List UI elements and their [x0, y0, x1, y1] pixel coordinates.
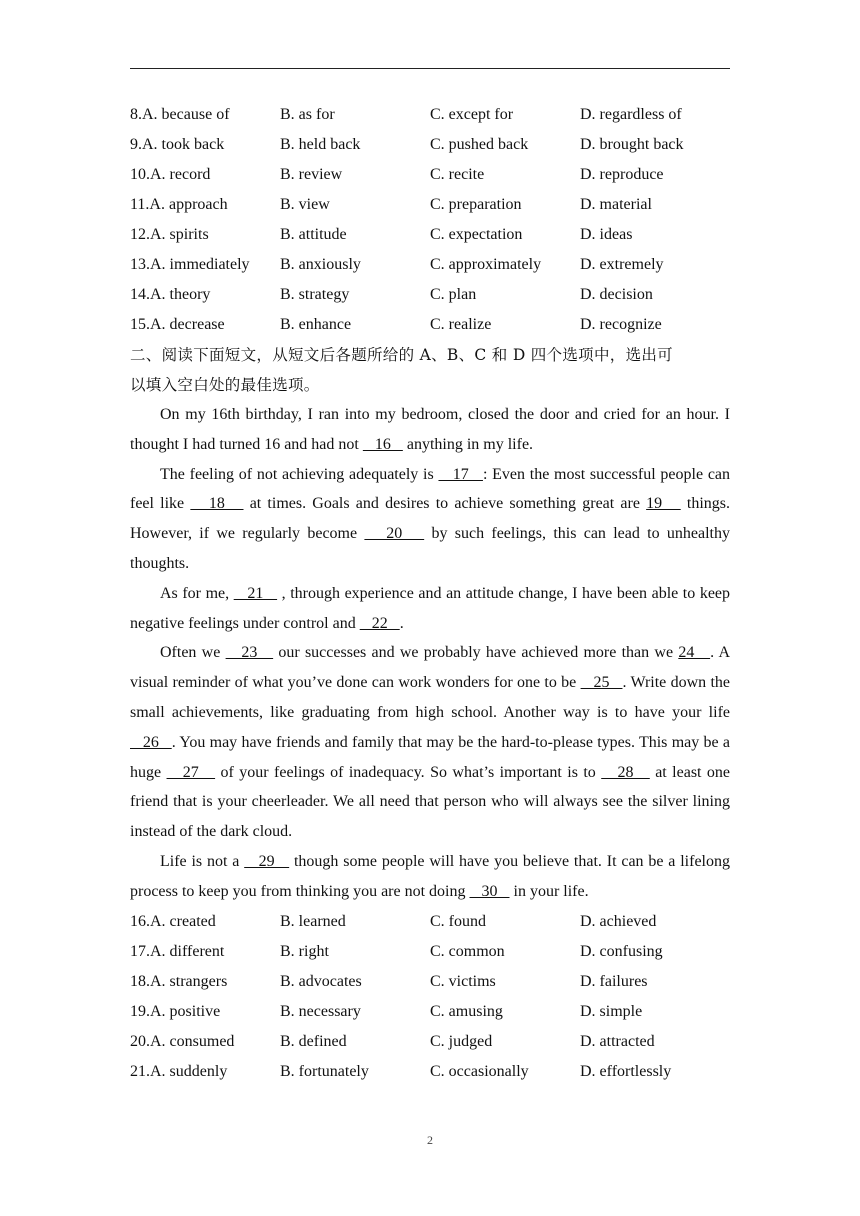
option-b: B. as for [280, 106, 335, 123]
blank-28: 28 [601, 763, 650, 781]
option-c: C. recite [430, 166, 485, 183]
passage-paragraph-1: On my 16th birthday, I ran into my bedroom, closed the door and cried for an hour. I thought I had turned 16 and had not 16 anything in my life. [130, 406, 730, 453]
option-d: D. confusing [580, 942, 663, 960]
question-row-17 [130, 937, 730, 967]
blank-26: 26 [130, 733, 172, 751]
blank-27: 27 [166, 763, 216, 781]
option-c: C. occasionally [430, 1062, 529, 1080]
option-c: C. found [430, 912, 486, 930]
option-c: C. common [430, 942, 505, 960]
option-a: 9.A. took back [130, 136, 225, 153]
option-b: B. anxiously [280, 256, 361, 273]
options-list-part1 [130, 100, 730, 340]
option-a: 16.A. created [130, 912, 216, 930]
option-c: C. judged [430, 1032, 493, 1050]
blank-20: 20 [364, 525, 425, 543]
option-c: C. amusing [430, 1002, 503, 1020]
question-row-19 [130, 997, 730, 1027]
question-row-14 [130, 280, 730, 310]
option-b: B. attitude [280, 226, 347, 243]
option-c: C. realize [430, 316, 492, 333]
option-c: C. pushed back [430, 136, 529, 153]
question-row-21 [130, 1057, 730, 1087]
option-d: D. simple [580, 1002, 643, 1020]
option-d: D. attracted [580, 1032, 655, 1050]
option-d: D. reproduce [580, 166, 664, 183]
page-content [130, 100, 730, 1087]
option-a: 21.A. suddenly [130, 1062, 228, 1080]
option-d: D. failures [580, 972, 648, 990]
blank-29: 29 [244, 852, 290, 870]
passage-paragraph-3: As for me, 21 , through experience and an attitude change, I have been able to keep negative feelings under control and 22 . [130, 584, 731, 632]
blank-30: 30 [469, 882, 510, 900]
question-row-8 [130, 100, 730, 130]
option-c: C. preparation [430, 196, 522, 213]
option-c: C. victims [430, 972, 496, 990]
blank-21: 21 [233, 584, 278, 602]
question-row-10 [130, 160, 730, 190]
option-a: 15.A. decrease [130, 316, 225, 333]
passage-paragraph-5: Life is not a 29 though some people will have you believe that. It can be a lifelong process to keep you from thinking you are not doing 30 in your life. [130, 852, 731, 900]
option-b: B. advocates [280, 972, 362, 990]
option-a: 13.A. immediately [130, 256, 250, 273]
option-d: D. ideas [580, 226, 633, 243]
option-b: B. view [280, 196, 330, 213]
option-d: D. recognize [580, 316, 662, 333]
option-a: 8.A. because of [130, 106, 230, 123]
option-b: B. review [280, 166, 343, 183]
section-title [130, 340, 730, 400]
blank-25: 25 [580, 674, 623, 692]
question-row-11 [130, 190, 730, 220]
passage-paragraph-2: The feeling of not achieving adequately is 17 : Even the most successful people can feel like 18 at times. Goals and desires to achieve something great are 19 things. However, if we regularly become 20 by such feelings, this can lead to unhealthy thoughts. [130, 465, 731, 572]
option-a: 19.A. positive [130, 1002, 221, 1020]
option-d: D. material [580, 196, 652, 213]
question-row-15 [130, 310, 730, 340]
blank-24: 24 [678, 644, 711, 662]
blank-19: 19 [646, 495, 681, 513]
option-c: C. plan [430, 286, 477, 303]
option-d: D. brought back [580, 136, 684, 153]
option-b: B. fortunately [280, 1062, 369, 1080]
option-b: B. enhance [280, 316, 352, 333]
option-a: 14.A. theory [130, 286, 211, 303]
question-row-20 [130, 1027, 730, 1057]
option-a: 17.A. different [130, 942, 225, 960]
option-d: D. regardless of [580, 106, 682, 123]
section-title-line2: 以填入空白处的最佳选项。 [130, 376, 320, 394]
option-b: B. held back [280, 136, 361, 153]
blank-23: 23 [225, 644, 274, 662]
question-row-9 [130, 130, 730, 160]
option-a: 18.A. strangers [130, 972, 228, 990]
question-row-18 [130, 967, 730, 997]
option-b: B. strategy [280, 286, 350, 303]
blank-18: 18 [190, 495, 244, 513]
question-row-13 [130, 250, 730, 280]
cloze-passage [130, 400, 730, 907]
option-a: 10.A. record [130, 166, 211, 183]
header-rule [130, 68, 730, 69]
option-c: C. except for [430, 106, 514, 123]
blank-17: 17 [438, 465, 483, 483]
question-row-12 [130, 220, 730, 250]
option-b: B. defined [280, 1032, 347, 1050]
options-list-part2 [130, 907, 730, 1087]
option-b: B. necessary [280, 1002, 361, 1020]
option-c: C. approximately [430, 256, 542, 273]
passage-paragraph-4: Often we 23 our successes and we probably have achieved more than we 24 . A visual reminder of what you’ve done can work wonders for one to be 25 . Write down the small achievements, like graduating from high school. Another way is to have your life 26 . You may have friends and family that may be the hard-to-please types. This may be a huge 27 of your feelings of inadequacy. So what’s important is to 28 at least one friend that is your cheerleader. We all need that person who will always see the silver lining instead of the dark cloud. [130, 644, 731, 841]
option-d: D. achieved [580, 912, 657, 930]
option-a: 12.A. spirits [130, 226, 209, 243]
option-d: D. extremely [580, 256, 664, 273]
option-b: B. right [280, 942, 329, 960]
option-a: 20.A. consumed [130, 1032, 235, 1050]
section-title-line1: 二、阅读下面短文，从短文后各题所给的 A、B、C 和 D 四个选项中，选出可 [130, 346, 673, 364]
option-d: D. effortlessly [580, 1062, 672, 1080]
option-c: C. expectation [430, 226, 523, 243]
option-a: 11.A. approach [130, 196, 228, 213]
blank-22: 22 [359, 614, 400, 632]
page-number: 2 [427, 1133, 433, 1147]
option-b: B. learned [280, 912, 346, 930]
blank-16: 16 [362, 435, 403, 453]
option-d: D. decision [580, 286, 653, 303]
question-row-16 [130, 907, 730, 937]
